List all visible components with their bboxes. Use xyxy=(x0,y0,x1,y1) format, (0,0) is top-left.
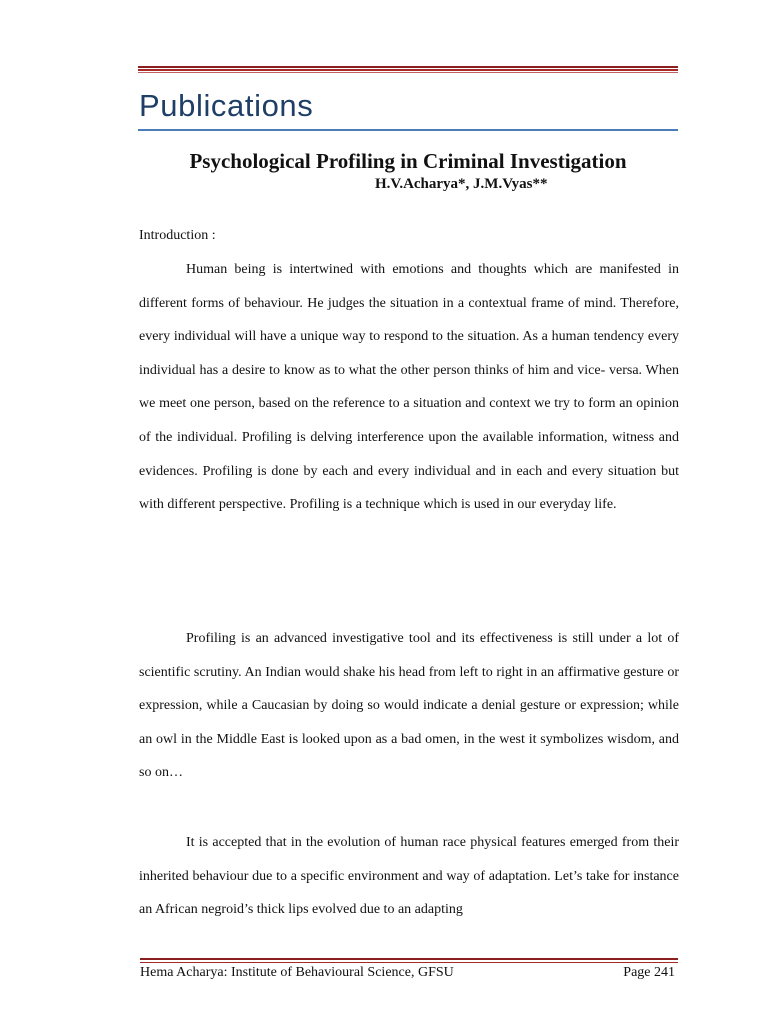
section-title-underline xyxy=(138,129,678,131)
section-title: Publications xyxy=(139,88,314,123)
page-number: Page 241 xyxy=(623,965,675,980)
body-paragraph-1 xyxy=(139,253,679,522)
footer-rule-thin xyxy=(140,962,678,963)
introduction-heading: Introduction : xyxy=(139,228,216,243)
footer-affiliation: Hema Acharya: Institute of Behavioural Science, GFSU xyxy=(140,965,454,980)
paper-title: Psychological Profiling in Criminal Investigation xyxy=(189,149,627,173)
page-footer xyxy=(140,958,678,998)
body-paragraph-2 xyxy=(139,622,679,790)
header-double-rule xyxy=(138,66,678,73)
footer-rule xyxy=(140,958,678,960)
paper-authors: H.V.Acharya*, J.M.Vyas** xyxy=(375,176,548,192)
body-paragraph-3 xyxy=(139,826,679,927)
paragraph-text: Profiling is an advanced investigative tool and its effectiveness is still under a lot of scientific scrutiny. An Indian would shake his head from left to right in an affirmative gesture or expression, while a Caucasian by doing so would indicate a denial gesture or expression; while an owl in the Middle East is looked upon as a bad omen, in the west it symbolizes wisdom, and so on… xyxy=(139,631,679,781)
paragraph-text: It is accepted that in the evolution of human race physical features emerged from their inherited behaviour due to a specific environment and way of adaptation. Let’s take for instance an African negroid’s thick lips evolved due to an adapting xyxy=(139,835,679,918)
paragraph-text: Human being is intertwined with emotions and thoughts which are manifested in different forms of behaviour. He judges the situation in a contextual frame of mind. Therefore, every individual will have a unique way to respond to the situation. As a human tendency every individual has a desire to know as to what the other person thinks of him and vice- versa. When we meet one person, based on the reference to a situation and context we try to form an opinion of the individual. Profiling is delving interference upon the available information, witness and evidences. Profiling is done by each and every individual and in each and every situation but with different perspective. Profiling is a technique which is used in our everyday life. xyxy=(139,262,679,513)
